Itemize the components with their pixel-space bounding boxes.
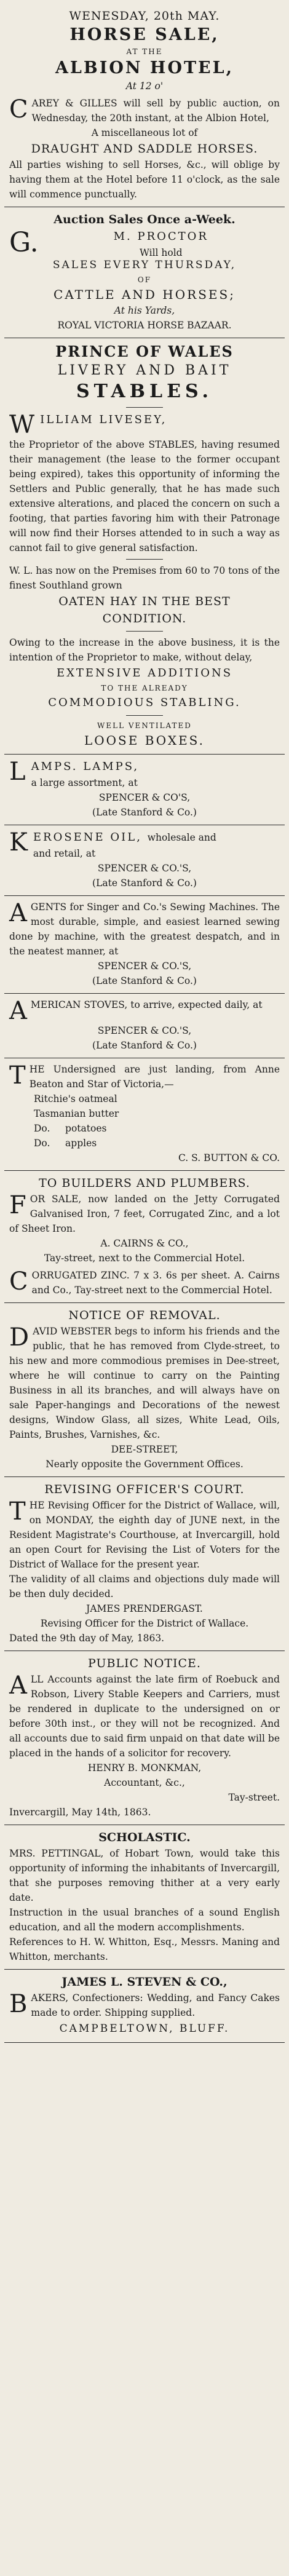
- prince-commodious: COMMODIOUS STABLING.: [48, 696, 241, 709]
- proctor-sales: SALES EVERY THURSDAY,: [52, 259, 237, 271]
- stoves-ad: [4, 994, 285, 1058]
- steven-heading: JAMES L. STEVEN & CO.,: [61, 1975, 228, 1989]
- proctor-name: M. PROCTOR: [113, 230, 208, 243]
- public-role: Accountant, &c.,: [104, 1777, 185, 1788]
- spencer-lamps-ad: [4, 755, 285, 825]
- cairns-zinc-body: ORRUGATED ZINC. 7 x 3. 6s per sheet. A. Cairns and Co., Tay-street next to the Commercial Hotel.: [31, 1270, 280, 1296]
- sale-body: [9, 96, 280, 125]
- sale-footer: All parties wishing to sell Horses, &c., will oblige by having them at the Hotel before 11 o'clock, as the sale will commence punctually.: [9, 159, 280, 200]
- revising-text: [9, 1498, 280, 1572]
- singer-body: GENTS for Singer and Co.'s Sewing Machines. The most durable, simple, and easiest learned sewing done by machine, with the greatest despatch, and in the neatest manner, at: [9, 902, 280, 957]
- drop-cap: D: [9, 1323, 30, 1352]
- steven-ad: [4, 1970, 285, 2043]
- proctor-heading: Auction Sales Once a-Week.: [53, 213, 236, 226]
- singer-ad: [4, 896, 285, 994]
- sale-time: At 12 o': [125, 81, 164, 92]
- revising-ad: [4, 1477, 285, 1651]
- list-item: Do. apples: [34, 1138, 97, 1149]
- sale-lot: DRAUGHT AND SADDLE HORSES.: [31, 142, 258, 156]
- proctor-of: OF: [137, 275, 152, 284]
- revising-text-2: The validity of all claims and objections duly made will be then duly decided.: [9, 1574, 280, 1599]
- divider: [126, 407, 163, 408]
- drop-cap: K: [9, 828, 30, 857]
- list-item: Tasmanian butter: [34, 1108, 119, 1119]
- public-street: Tay-street.: [228, 1792, 280, 1803]
- stoves-seller: SPENCER & CO.'S,: [97, 1025, 192, 1036]
- button-body: HE Undersigned are just landing, from Anne Beaton and Star of Victoria,—: [29, 1064, 280, 1090]
- stoves-body: MERICAN STOVES, to arrive, expected daily, at: [30, 999, 263, 1010]
- prince-extensive: EXTENSIVE ADDITIONS: [56, 667, 233, 680]
- revising-body: HE Revising Officer for the District of Wallace, will, on MONDAY, the eighth day of JUNE next, in the Resident Magistrate's Courthouse, at Invercargill, hold an open Court for Revising the List of Voters for the District of Wallace for the present year.: [9, 1500, 280, 1570]
- steven-place: CAMPBELTOWN, BLUFF.: [59, 2023, 230, 2035]
- divider: [126, 715, 163, 716]
- lamps-line: a large assortment, at: [31, 777, 138, 788]
- button-seller: C. S. BUTTON & CO.: [178, 1152, 280, 1163]
- scholastic-ad: [4, 1825, 285, 1970]
- drop-cap: A: [9, 899, 27, 927]
- drop-cap: W: [9, 411, 37, 439]
- scholastic-refs: References to H. W. Whitton, Esq., Messrs. Maning and Whitton, merchants.: [9, 1936, 280, 1962]
- prince-intro: [9, 411, 280, 439]
- horse-sale-title: HORSE SALE,: [69, 25, 220, 44]
- drop-cap: A: [9, 997, 27, 1025]
- divider: [126, 559, 163, 560]
- cairns-body: OR SALE, now landed on the Jetty Corrugated Galvanised Iron, 7 feet, Corrugated Zinc, and a lot of Sheet Iron.: [9, 1194, 280, 1234]
- button-ad: [4, 1058, 285, 1171]
- kerosene-late: (Late Stanford & Co.): [92, 878, 197, 889]
- prince-of-wales-ad: [4, 338, 285, 755]
- removal-nearly: Nearly opposite the Government Offices.: [46, 1459, 243, 1470]
- public-heading: PUBLIC NOTICE.: [88, 1657, 201, 1670]
- removal-body: AVID WEBSTER begs to inform his friends and the public, that he has removed from Clyde-street, to his new and more commodious premises in Dee-street, where he will continue to carry on the Painting Business in all its branches, and will always have on sale Paper-hangings and Decorations of the newest designs, Window Glass, all sizes, White Lead, Oils, Paints, Brushes, Varnishes, &c.: [9, 1326, 280, 1440]
- proctor-bazaar: ROYAL VICTORIA HORSE BAZAAR.: [57, 320, 232, 331]
- albion-hotel-title: ALBION HOTEL,: [55, 58, 234, 77]
- lamps-title-text: AMPS. LAMPS,: [31, 760, 140, 773]
- cairns-text: [9, 1192, 280, 1236]
- drop-cap: T: [9, 1061, 26, 1090]
- prince-owing: Owing to the increase in the above business, it is the intention of the Proprietor to make, without delay,: [9, 637, 280, 663]
- newspaper-column: [4, 0, 285, 2043]
- removal-street: DEE-STREET,: [111, 1444, 178, 1455]
- revising-heading: REVISING OFFICER'S COURT.: [44, 1483, 245, 1496]
- kerosene-title-text: EROSENE OIL,: [33, 831, 142, 844]
- horse-sale-ad: [4, 4, 285, 207]
- stoves-text: [9, 997, 280, 1025]
- prince-stables: STABLES.: [76, 381, 213, 402]
- public-date: Invercargill, May 14th, 1863.: [9, 1807, 151, 1818]
- prince-wl-line: W. L. has now on the Premises from 60 to 70 tons of the finest Southland grown: [9, 565, 280, 591]
- prince-body: the Proprietor of the above STABLES, having resumed their management (the lease to the former occupant being expired), takes this opportunity of informing the Settlers and Public generally, that he has made such extensive alterations, and placed the concern on such a footing, that parties favoring him with their Patronage will now find their Horses attended to in such a way as cannot fail to give general satisfaction.: [9, 439, 280, 553]
- public-text: [9, 1672, 280, 1761]
- removal-text: [9, 1324, 280, 1442]
- prince-oaten: OATEN HAY IN THE BEST: [58, 595, 231, 608]
- sale-body-text: AREY & GILLES will sell by public auction, on Wednesday, the 20th instant, at the Albion Hotel,: [31, 98, 280, 124]
- prince-intro-name: ILLIAM LIVESEY,: [40, 413, 167, 426]
- proctor-ad: [4, 207, 285, 338]
- kerosene-line: and retail, at: [33, 848, 96, 859]
- proctor-yards: At his Yards,: [114, 305, 175, 316]
- cairns-ad: [4, 1171, 285, 1303]
- cairns-heading: TO BUILDERS AND PLUMBERS.: [39, 1176, 250, 1190]
- divider: [126, 631, 163, 632]
- button-text: [9, 1062, 280, 1092]
- list-item: Ritchie's oatmeal: [34, 1093, 117, 1104]
- prince-loose-boxes: LOOSE BOXES.: [84, 733, 205, 748]
- revising-dated: Dated the 9th day of May, 1863.: [9, 1633, 165, 1644]
- cairns-zinc: [9, 1268, 280, 1298]
- singer-text: [9, 900, 280, 959]
- scholastic-heading: SCHOLASTIC.: [98, 1831, 191, 1844]
- prince-subtitle: LIVERY AND BAIT: [57, 363, 232, 378]
- drop-cap: A: [9, 1671, 27, 1700]
- singer-late: (Late Stanford & Co.): [92, 975, 197, 986]
- lamps-late: (Late Stanford & Co.): [92, 807, 197, 818]
- drop-cap: T: [9, 1497, 26, 1526]
- proctor-cattle: CATTLE AND HORSES;: [53, 287, 236, 302]
- prince-title: PRINCE OF WALES: [55, 343, 234, 360]
- public-body: LL Accounts against the late firm of Roebuck and Robson, Livery Stable Keepers and Carriers, must be rendered in duplicate to the undersigned on or before 30th inst., or they will not be recognized. And all accounts due to said firm unpaid on that date will be placed in the hands of a solicitor for recovery.: [9, 1674, 280, 1759]
- drop-cap: L: [9, 758, 28, 786]
- drop-cap: C: [9, 95, 28, 124]
- lamps-seller: SPENCER & CO'S,: [98, 792, 191, 803]
- proctor-will-hold: Will hold: [139, 247, 183, 258]
- prince-well-ventilated: WELL VENTILATED: [97, 721, 192, 730]
- steven-text: [9, 1991, 280, 2020]
- drop-cap: F: [9, 1191, 26, 1219]
- scholastic-text: MRS. PETTINGAL, of Hobart Town, would take this opportunity of informing the inhabitants of Invercargill, that she purposes removing thither at a very early date.: [9, 1848, 280, 1903]
- prince-to-the: TO THE ALREADY: [101, 684, 188, 692]
- kerosene-rest: wholesale and: [147, 832, 216, 843]
- scholastic-text-2: Instruction in the usual branches of a sound English education, and all the modern accomplishments.: [9, 1907, 280, 1933]
- proctor-cap: G.: [9, 227, 39, 258]
- at-the-label: AT THE: [126, 47, 163, 56]
- drop-cap: B: [9, 1990, 28, 2018]
- steven-body: AKERS, Confectioners: Wedding, and Fancy Cakes made to order. Shipping supplied.: [31, 1992, 280, 2018]
- sale-body-2: A miscellaneous lot of: [91, 127, 198, 138]
- cairns-address: Tay-street, next to the Commercial Hotel.: [44, 1253, 245, 1264]
- list-item: Do. potatoes: [34, 1123, 107, 1134]
- stoves-late: (Late Stanford & Co.): [92, 1040, 197, 1051]
- prince-condition: CONDITION.: [102, 612, 187, 625]
- sale-date: WENESDAY, 20th MAY.: [69, 9, 220, 23]
- cairns-seller: A. CAIRNS & CO.,: [100, 1238, 189, 1249]
- drop-cap: C: [9, 1267, 28, 1296]
- public-signer: HENRY B. MONKMAN,: [87, 1762, 202, 1773]
- kerosene-seller: SPENCER & CO.'S,: [97, 863, 192, 874]
- public-notice-ad: [4, 1651, 285, 1825]
- revising-signer: JAMES PRENDERGAST.: [86, 1603, 203, 1614]
- singer-seller: SPENCER & CO.'S,: [97, 961, 192, 972]
- revising-role: Revising Officer for the District of Wallace.: [40, 1618, 249, 1629]
- proctor-name-row: [9, 227, 280, 258]
- removal-heading: NOTICE OF REMOVAL.: [68, 1309, 221, 1322]
- removal-ad: [4, 1303, 285, 1477]
- kerosene-ad: [4, 825, 285, 896]
